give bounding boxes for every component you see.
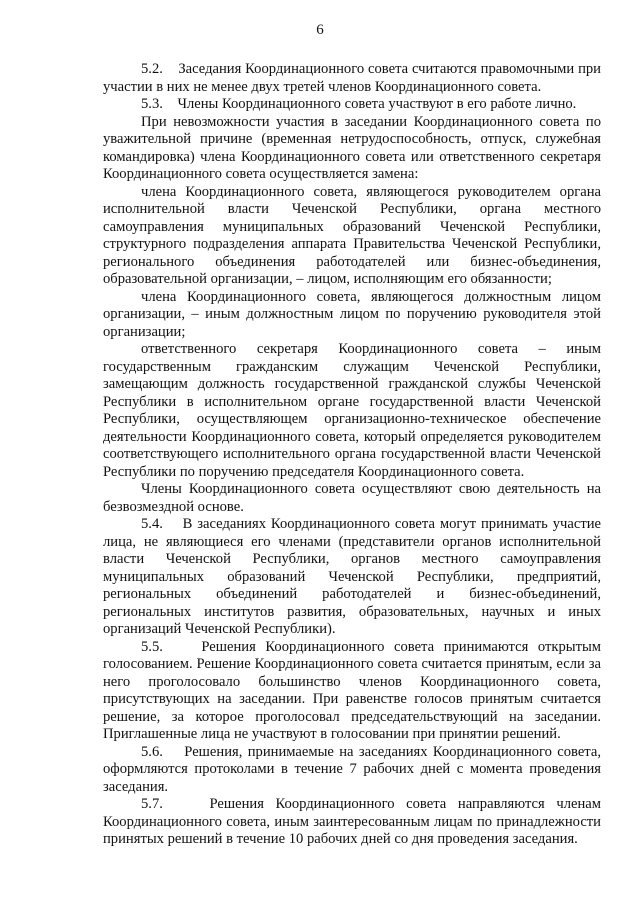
- paragraph-5-7-distribution: 5.7. Решения Координационного совета направляются членам Координационного совета, иным заинтересованным лицам по принадлежности принятых решений в течение 10 рабочих дней со дня проведения заседания.: [103, 796, 601, 847]
- paragraph-5-5-voting: 5.5. Решения Координационного совета принимаются открытым голосованием. Решение Координационного совета считается принятым, если за него проголосовало большинство членов Координационного совета, присутствующих на заседании. При равенстве голосов принятым считается решение, за которое проголосовал председательствующий на заседании. Приглашенные лица не участвуют в голосовании при принятии решений.: [103, 638, 601, 742]
- document-body: [103, 61, 601, 849]
- paragraph-5-2-quorum: 5.2. Заседания Координационного совета считаются правомочными при участии в них не менее двух третей членов Координационного совета.: [103, 61, 601, 95]
- paragraph-replacement-secretary: ответственного секретаря Координационного совета – иным государственным гражданским служащим Чеченской Республики, замещающим должность государственной гражданской службы Чеченской Республики в исполнительном органе государственной власти Чеченской Республики, осуществляющем организационно-техническое обеспечение деятельности Координационного совета, который определяется руководителем соответствующего исполнительного органа государственной власти Чеченской Республики по поручению председателя Координационного совета.: [103, 341, 601, 480]
- paragraph-replacement-intro: При невозможности участия в заседании Координационного совета по уважительной причине (временная нетрудоспособность, отпуск, служебная командировка) члена Координационного совета или ответственного секретаря Координационного совета осуществляется замена:: [103, 113, 601, 182]
- page-number: 6: [316, 22, 324, 38]
- paragraph-replacement-official: члена Координационного совета, являющегося должностным лицом организации, – иным должностным лицом по поручению руководителя этой организации;: [103, 288, 601, 340]
- paragraph-5-6-protocols: 5.6. Решения, принимаемые на заседаниях Координационного совета, оформляются протоколами в течение 7 рабочих дней с момента проведения заседания.: [103, 743, 601, 795]
- paragraph-5-4-invited-persons: 5.4. В заседаниях Координационного совета могут принимать участие лица, не являющиеся его членами (представители органов исполнительной власти Чеченской Республики, органов местного самоуправления муниципальных образований Чеченской Республики, предприятий, региональных объединений работодателей и бизнес-объединений, региональных институтов развития, образовательных, научных и иных организаций Чеченской Республики).: [103, 516, 601, 637]
- paragraph-replacement-head-of-body: члена Координационного совета, являющегося руководителем органа исполнительной власти Чеченской Республики, органа местного самоуправления муниципальных образований Чеченской Республики, структурного подразделения аппарата Правительства Чеченской Республики, регионального объединения работодателей или бизнес-объединения, образовательной организации, – лицом, исполняющим его обязанности;: [103, 183, 601, 287]
- paragraph-unpaid-basis: Члены Координационного совета осуществляют свою деятельность на безвозмездной основе.: [103, 481, 601, 515]
- paragraph-5-3-personal-participation: 5.3. Члены Координационного совета участвуют в его работе лично.: [141, 96, 577, 112]
